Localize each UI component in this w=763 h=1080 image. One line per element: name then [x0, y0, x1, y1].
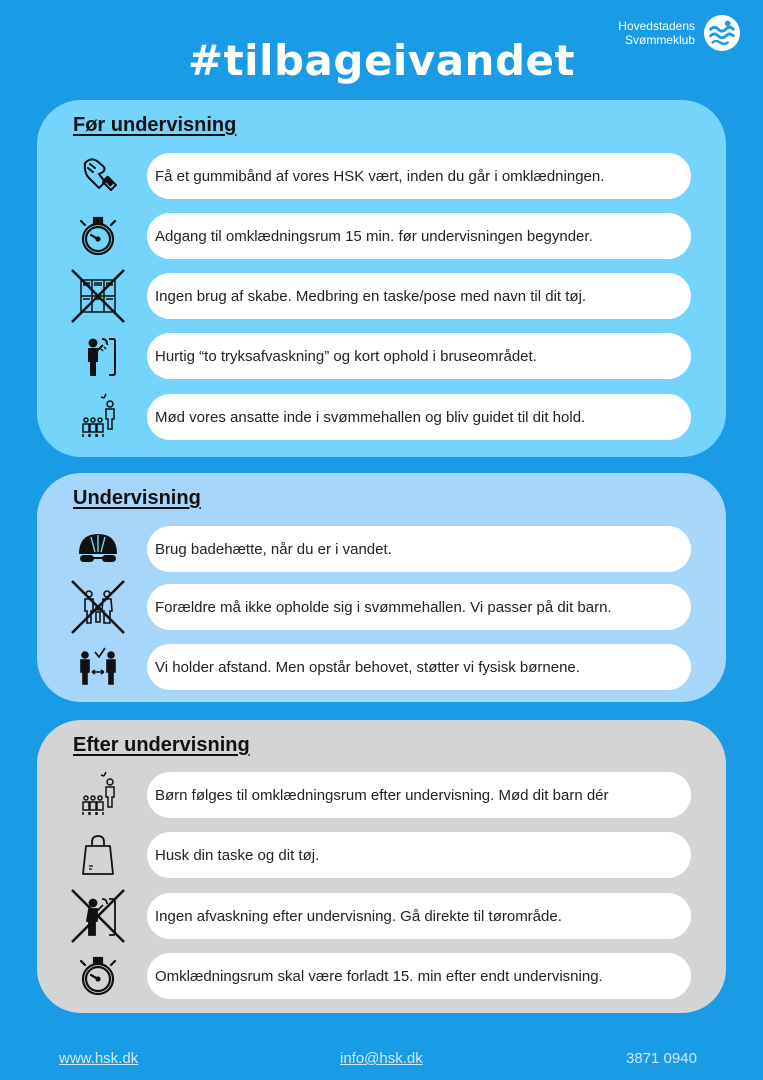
list-item — [37, 526, 726, 572]
section-title: Undervisning — [73, 487, 201, 509]
list-item — [37, 644, 726, 690]
stopwatch-icon — [65, 209, 131, 263]
list-item — [37, 893, 726, 939]
item-text: Vi holder afstand. Men opstår behovet, støtter vi fysisk børnene. — [147, 644, 691, 690]
section-during-lesson — [37, 473, 726, 702]
item-text: Omklædningsrum skal være forladt 15. min efter endt undervisning. — [147, 953, 691, 999]
list-item — [37, 584, 726, 630]
no-shower-icon — [65, 889, 131, 943]
item-text: Hurtig “to tryksafvaskning” og kort ophold i bruseområdet. — [147, 333, 691, 379]
logo-line-2: Svømmeklub — [624, 33, 695, 47]
item-text: Børn følges til omklædningsrum efter undervisning. Mød dit barn dér — [147, 772, 691, 818]
list-item — [37, 333, 726, 379]
no-parents-icon — [65, 580, 131, 634]
keep-distance-icon — [65, 640, 131, 694]
item-text: Ingen afvaskning efter undervisning. Gå direkte til tørområde. — [147, 893, 691, 939]
list-item — [37, 394, 726, 440]
shopping-bag-icon — [65, 828, 131, 882]
section-title: Før undervisning — [73, 114, 237, 136]
item-text: Husk din taske og dit tøj. — [147, 832, 691, 878]
phone-number: 3871 0940 — [626, 1050, 697, 1067]
section-title: Efter undervisning — [73, 734, 250, 756]
item-text: Brug badehætte, når du er i vandet. — [147, 526, 691, 572]
item-text: Mød vores ansatte inde i svømmehallen og bliv guidet til dit hold. — [147, 394, 691, 440]
page-title: #tilbageivandet — [187, 36, 576, 85]
list-item — [37, 213, 726, 259]
instructor-group-icon — [65, 768, 131, 822]
list-item — [37, 953, 726, 999]
shower-icon — [65, 329, 131, 383]
email-link[interactable]: info@hsk.dk — [340, 1050, 423, 1067]
item-text: Få et gummibånd af vores HSK vært, inden du går i omklædningen. — [147, 153, 691, 199]
website-link[interactable]: www.hsk.dk — [59, 1050, 139, 1067]
stopwatch-icon — [65, 949, 131, 1003]
item-text: Forældre må ikke opholde sig i svømmehallen. Vi passer på dit barn. — [147, 584, 691, 630]
list-item — [37, 772, 726, 818]
list-item — [37, 832, 726, 878]
section-before-lesson — [37, 100, 726, 457]
item-text: Ingen brug af skabe. Medbring en taske/pose med navn til dit tøj. — [147, 273, 691, 319]
item-text: Adgang til omklædningsrum 15 min. før undervisningen begynder. — [147, 213, 691, 259]
section-after-lesson — [37, 720, 726, 1013]
logo-line-1: Hovedstadens — [618, 19, 695, 33]
instructor-group-icon — [65, 390, 131, 444]
no-lockers-icon — [65, 269, 131, 323]
list-item — [37, 153, 726, 199]
wristband-hand-icon — [65, 149, 131, 203]
list-item — [37, 273, 726, 319]
swim-cap-goggles-icon — [65, 522, 131, 576]
